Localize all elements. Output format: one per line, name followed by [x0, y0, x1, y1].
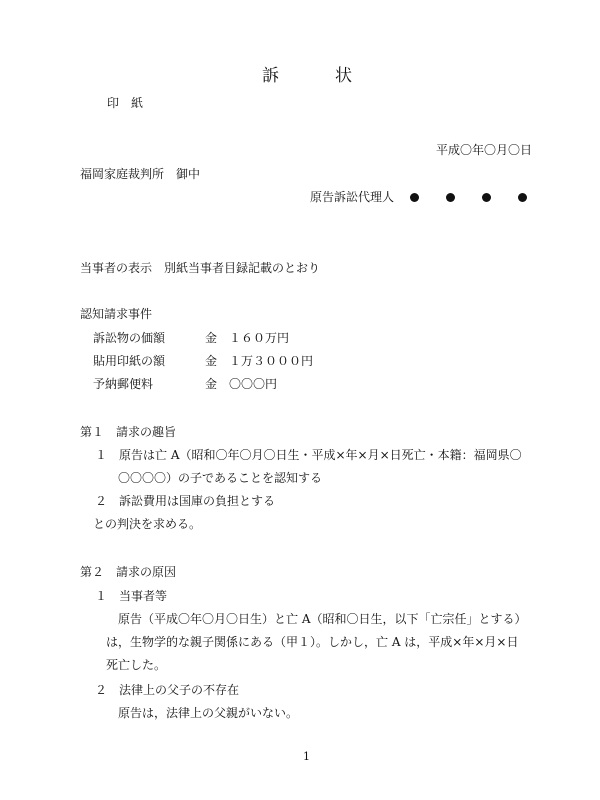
section2-sub1-heading: １ 当事者等	[95, 589, 168, 603]
section1-item1-line1: １ 原告は亡 A（昭和〇年〇月〇日生・平成×年×月×日死亡・本籍：福岡県〇	[95, 448, 522, 462]
parties-statement: 当事者の表示 別紙当事者目録記載のとおり	[80, 261, 321, 275]
fee-value: 金 〇〇〇円	[205, 377, 278, 391]
case-name: 認知請求事件	[80, 307, 153, 321]
section2-sub1-line3: 死亡した。	[106, 658, 167, 672]
court-addressee: 福岡家庭裁判所 御中	[80, 167, 201, 181]
redaction-dot	[446, 193, 455, 202]
section2-sub1-line1: 原告（平成〇年〇月〇日生）と亡 A（昭和〇日生，以下「亡宗任」とする）	[118, 612, 527, 626]
fee-value: 金 １万３０００円	[205, 354, 314, 368]
redaction-dot	[410, 193, 419, 202]
fee-row	[93, 330, 393, 346]
title-char-2: 状	[335, 66, 352, 86]
fee-label: 予納郵便料	[93, 377, 154, 391]
section2-heading: 第２ 請求の原因	[80, 565, 177, 579]
fee-label: 訴訟物の価額	[93, 331, 166, 345]
fee-value: 金 １６０万円	[205, 331, 290, 345]
fee-row	[93, 353, 393, 369]
stamp-label: 印 紙	[107, 96, 144, 110]
section2-sub2-heading: ２ 法律上の父子の不存在	[95, 683, 240, 697]
section1-item1-line2: 〇〇〇〇）の子であることを認知する	[118, 471, 323, 485]
page-number: 1	[303, 750, 310, 763]
filing-date: 平成〇年〇月〇日	[436, 143, 533, 157]
fee-label: 貼用印紙の額	[93, 354, 166, 368]
redaction-dot	[518, 193, 527, 202]
title-char-1: 訴	[262, 66, 279, 86]
document-title	[0, 68, 600, 90]
section1-heading: 第１ 請求の趣旨	[80, 425, 177, 439]
fee-row	[93, 376, 393, 392]
attorney-label: 原告訴訟代理人	[310, 190, 395, 204]
section1-conclusion: との判決を求める。	[93, 517, 202, 531]
section2-sub1-line2: は，生物学的な親子関係にある（甲１）。しかし，亡 A は，平成×年×月×日	[106, 635, 519, 649]
section2-sub2-line1: 原告は，法律上の父親がいない。	[118, 706, 299, 720]
redaction-dot	[482, 193, 491, 202]
attorney-name-redacted	[410, 189, 527, 205]
section1-item2: ２ 訴訟費用は国庫の負担とする	[95, 494, 276, 508]
